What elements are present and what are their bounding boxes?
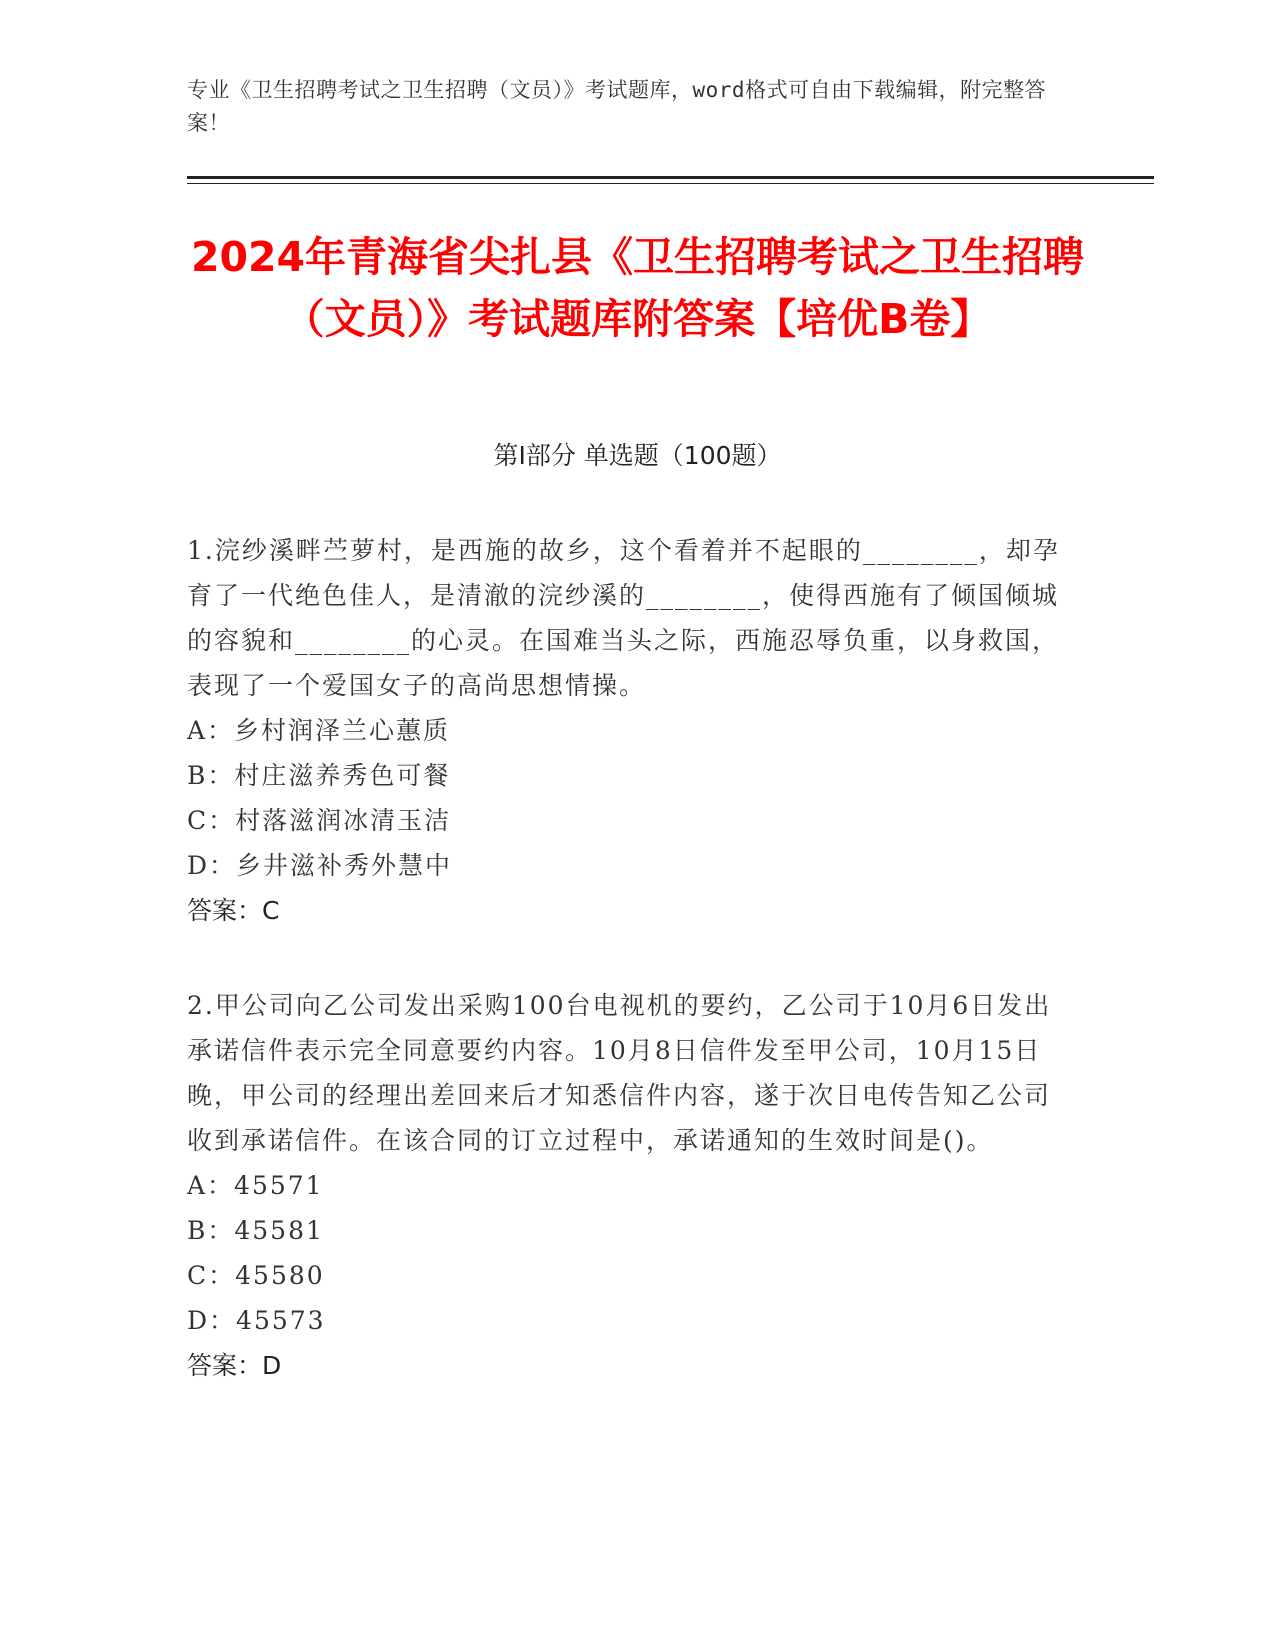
question-1 bbox=[187, 528, 1067, 933]
question-stem: 2.甲公司向乙公司发出采购100台电视机的要约，乙公司于10月6日发出承诺信件表示完全同意要约内容。10月8日信件发至甲公司，10月15日晚，甲公司的经理出差回来后才知悉信件内容，遂于次日电传告知乙公司收到承诺信件。在该合同的订立过程中，承诺通知的生效时间是()。 bbox=[187, 991, 1052, 1155]
question-stem: 1.浣纱溪畔苎萝村，是西施的故乡，这个看着并不起眼的________，却孕育了一代绝色佳人，是清澈的浣纱溪的________，使得西施有了倾国倾城的容貌和________的心灵。在国难当头之际，西施忍辱负重，以身救国，表现了一个爱国女子的高尚思想情操。 bbox=[187, 536, 1060, 700]
header-rule-thick bbox=[187, 176, 1154, 179]
document-title: 2024年青海省尖扎县《卫生招聘考试之卫生招聘（文员）》考试题库附答案【培优B卷】 bbox=[190, 233, 1085, 343]
option-a: A：乡村润泽兰心蕙质 bbox=[187, 716, 451, 745]
question-2 bbox=[187, 983, 1067, 1388]
header-note: 专业《卫生招聘考试之卫生招聘（文员）》考试题库，word格式可自由下载编辑，附完整答案！ bbox=[187, 78, 1047, 135]
answer: 答案：D bbox=[187, 1351, 282, 1380]
section-heading: 第Ⅰ部分 单选题（100题） bbox=[493, 441, 782, 470]
option-b: B：村庄滋养秀色可餐 bbox=[187, 761, 451, 790]
header-rule-thin bbox=[187, 183, 1154, 184]
answer: 答案：C bbox=[187, 896, 280, 925]
option-c: C：45580 bbox=[187, 1261, 325, 1290]
option-b: B：45581 bbox=[187, 1216, 324, 1245]
option-a: A：45571 bbox=[187, 1171, 324, 1200]
option-d: D：乡井滋补秀外慧中 bbox=[187, 851, 453, 880]
option-d: D：45573 bbox=[187, 1306, 326, 1335]
option-c: C：村落滋润冰清玉洁 bbox=[187, 806, 452, 835]
